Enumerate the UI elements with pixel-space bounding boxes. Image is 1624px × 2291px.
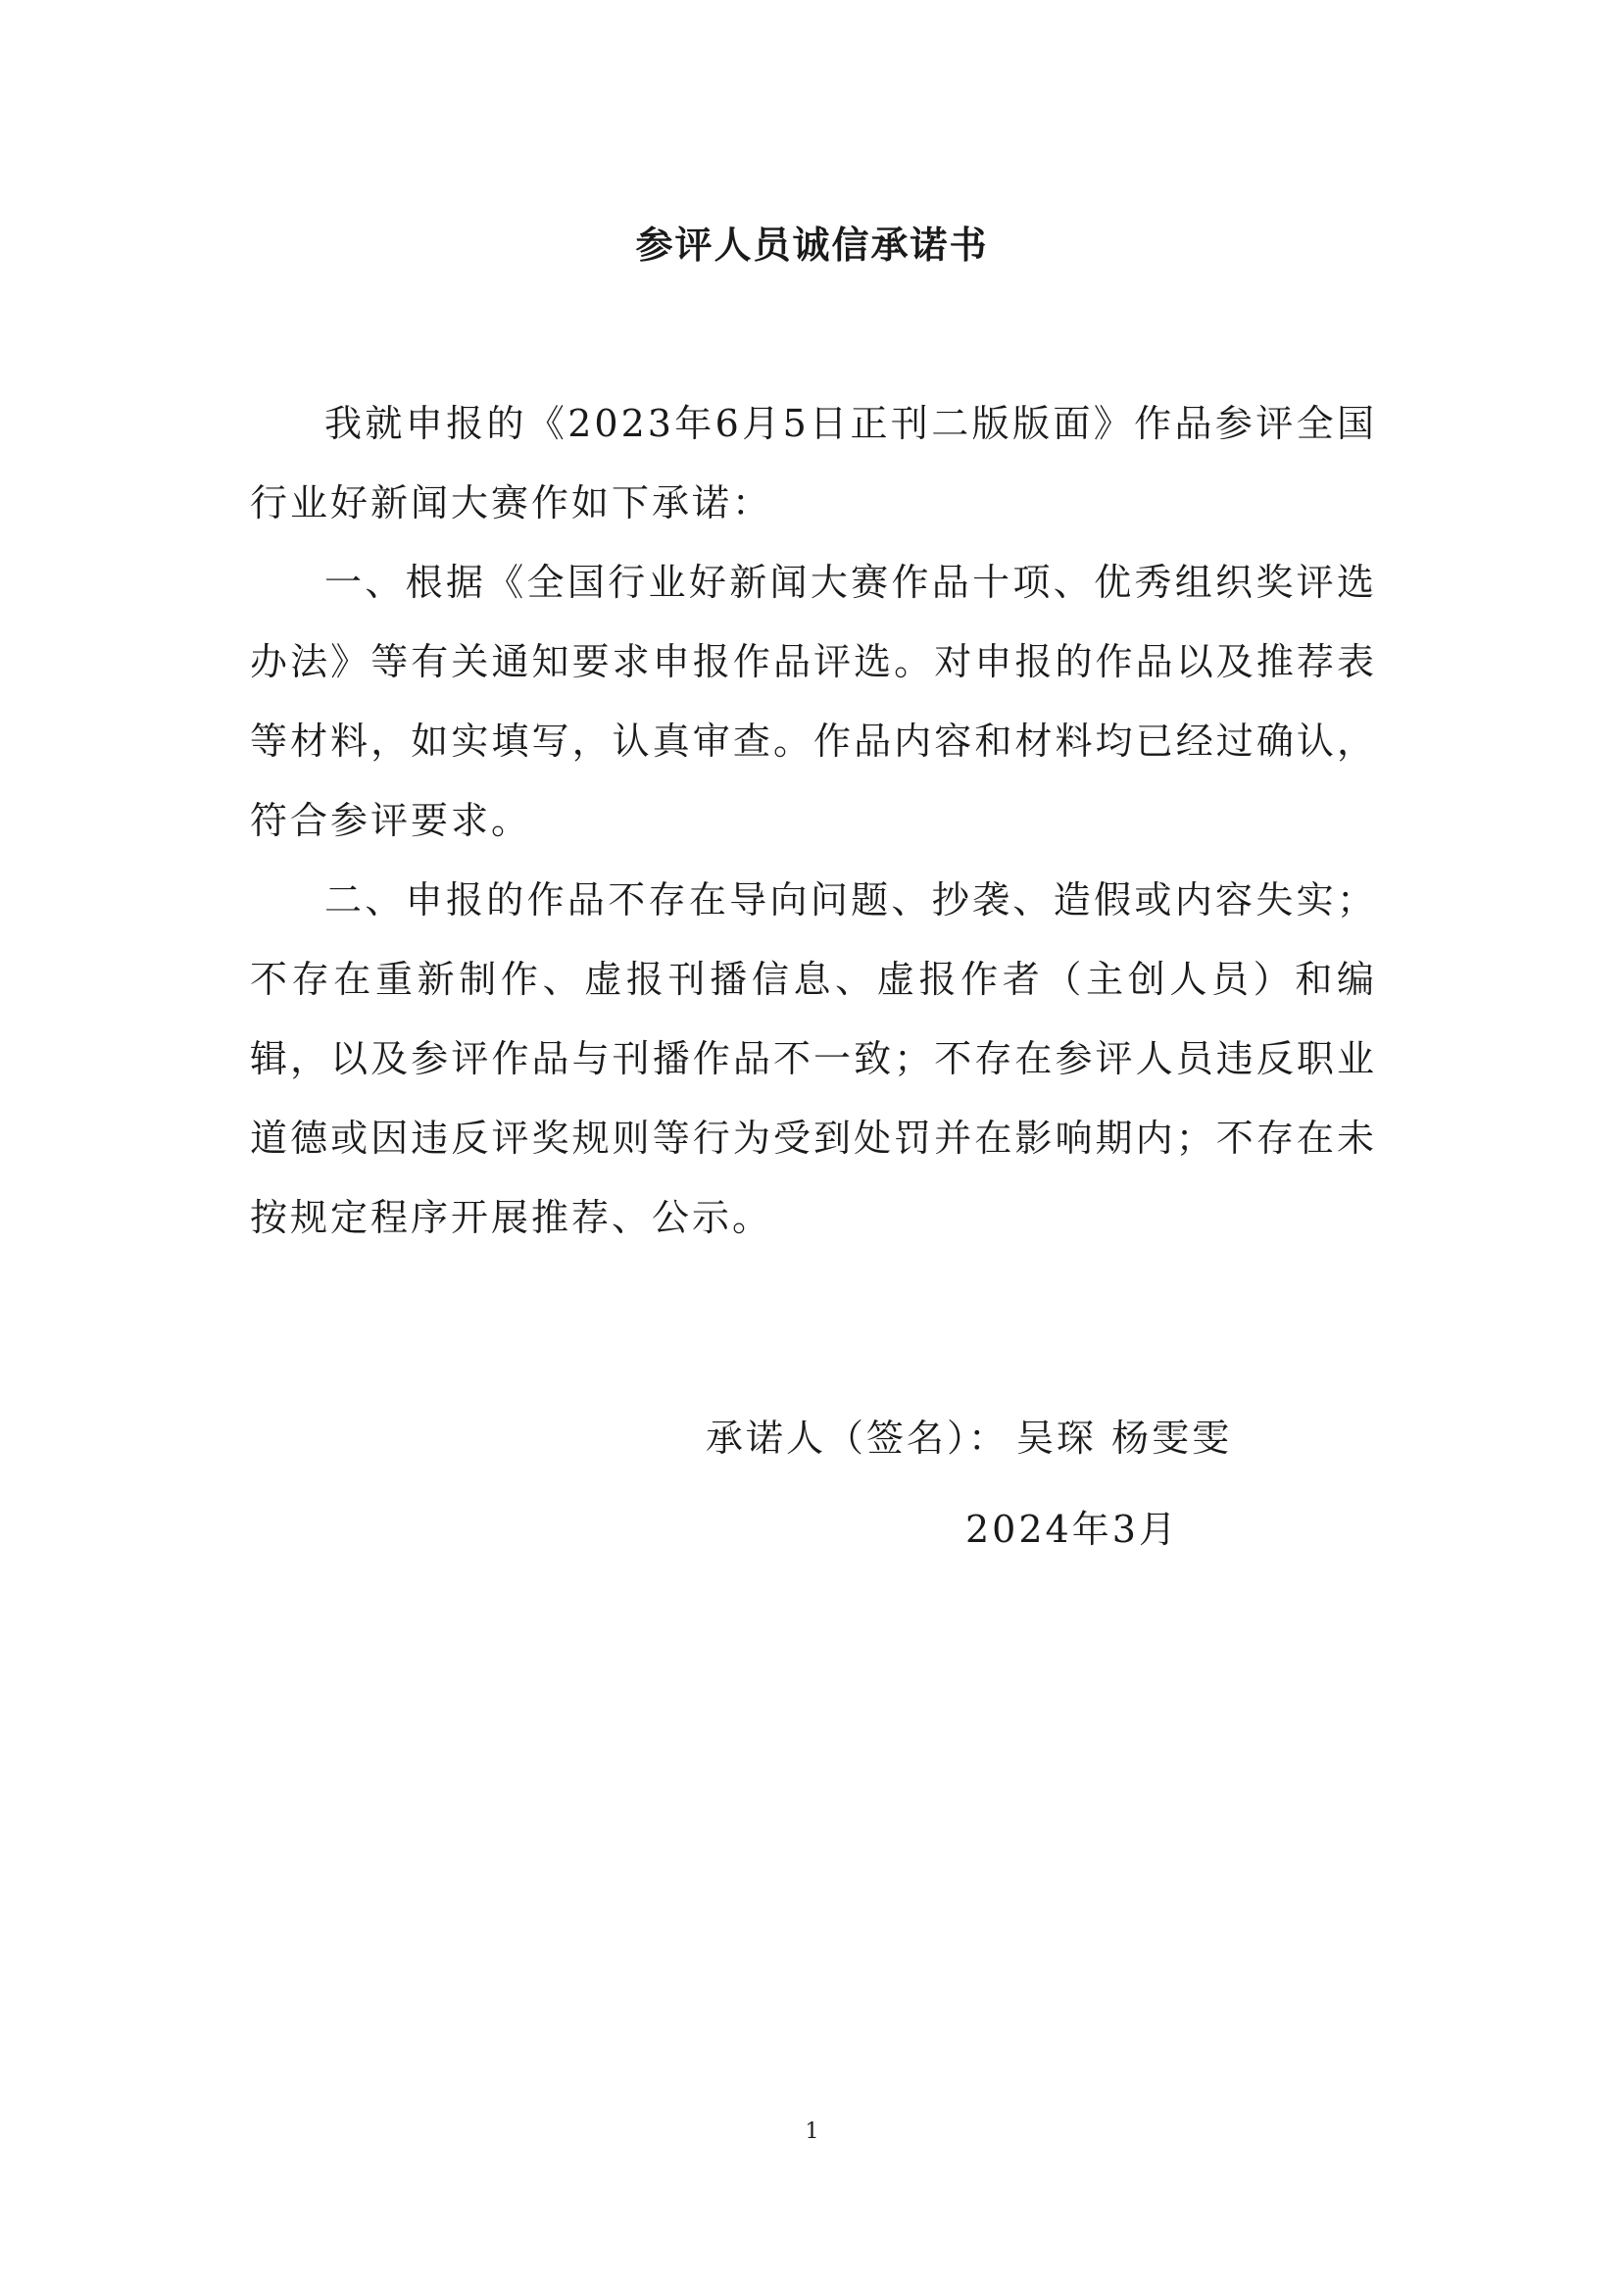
document-title: 参评人员诚信承诺书 [635, 223, 989, 267]
document-date: 2024年3月 [965, 1508, 1179, 1551]
paragraph-commitment-two: 二、申报的作品不存在导向问题、抄袭、造假或内容失实；不存在重新制作、虚报刊播信息、虚报作者（主创人员）和编辑，以及参评作品与刊播作品不一致；不存在参评人员违反职业道德或因违反评奖规则等行为受到处罚并在影响期内；不存在未按规定程序开展推荐、公示。 [250, 878, 1377, 1239]
page-number: 1 [805, 2119, 819, 2144]
paragraph-commitment-one: 一、根据《全国行业好新闻大赛作品十项、优秀组织奖评选办法》等有关通知要求申报作品评选。对申报的作品以及推荐表等材料，如实填写，认真审查。作品内容和材料均已经过确认，符合参评要求。 [250, 561, 1377, 842]
signature-line [706, 1409, 1232, 1468]
paragraph-intro: 我就申报的《2023年6月5日正刊二版版面》作品参评全国行业好新闻大赛作如下承诺： [250, 402, 1377, 524]
signature-label: 承诺人（签名）： [706, 1417, 1009, 1460]
document-body [250, 384, 1377, 1258]
signature-names: 吴琛 杨雯雯 [1016, 1417, 1233, 1460]
